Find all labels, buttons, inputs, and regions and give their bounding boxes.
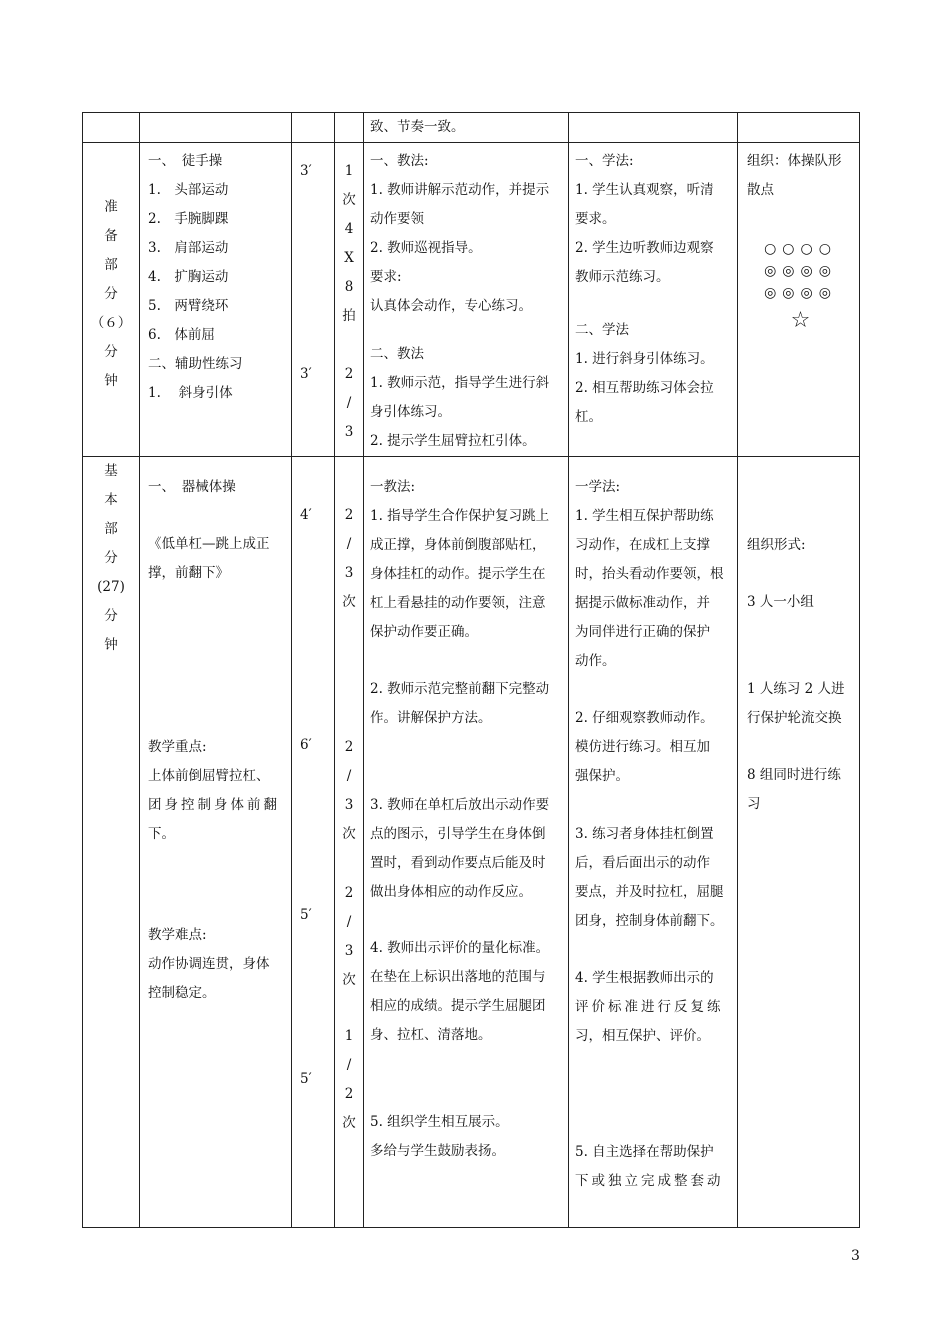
formation-diagram (747, 239, 854, 333)
prep-student-method: 一、学法: 1. 学生认真观察，听清 要求。 2. 学生边听教师边观察 教师示范练习。 二、学法 1. 进行斜身引体练习。 2. 相互帮助练习体会拉 杠。 (569, 143, 738, 457)
formation-row: ○○○○ (764, 241, 837, 257)
prep-time: 3′ 3′ (292, 143, 335, 457)
basic-reps: 2 / 3 次 2 / 3 次 2 / 3 次 1 / 2 次 (335, 457, 364, 1228)
basic-student-method: 一学法: 1. 学生相互保护帮助练 习动作，在成杠上支撑 时，抬头看动作要领，根 据提示做标准动作，并 为同伴进行正确的保护 动作。 2. 仔细观察教师动作。 模仿进行练习。相互加 强保护。 3. 练习者身体挂杠倒置 后，看后面出示的动作 要点，并及时拉杠，屈腿 团身，控制身体前翻下。 4. 学生根据教师出示的 评价标准进行反复练 习，相互保护、评价。 5. 自主选择在帮助保护 下或独立完成整套动 (569, 457, 738, 1228)
basic-teacher-method: 一教法: 1. 指导学生合作保护复习跳上 成正撑，身体前倒腹部贴杠， 身体挂杠的动作。提示学生在 杠上看悬挂的动作要领，注意 保护动作要正确。 2. 教师示范完整前翻下完整动 作。讲解保护方法。 3. 教师在单杠后放出示动作要 点的图示，引导学生在身体倒 置时，看到动作要点后能及时 做出身体相应的动作反应。 4. 教师出示评价的量化标准。 在垫在上标识出落地的范围与 相应的成绩。提示学生屈腿团 身、拉杠、清落地。 5. 组织学生相互展示。 多给与学生鼓励表扬。 (364, 457, 569, 1228)
basic-section-label: 基 本 部 分 (27) 分 钟 (83, 457, 140, 1228)
basic-organization: 组织形式: 3 人一小组 1 人练习 2 人进 行保护轮流交换 8 组同时进行练 习 (738, 457, 860, 1228)
prep-organization: 组织：体操队形 散点 ○○○○ ◎◎◎◎ ◎◎◎◎ ☆ (738, 143, 860, 457)
lesson-plan-table (82, 112, 860, 1228)
continuation-text: 致、节奏一致。 (370, 119, 465, 135)
page-number: 3 (851, 1248, 860, 1264)
continuation-row (83, 113, 860, 143)
teacher-star-icon: ☆ (790, 308, 811, 333)
formation-row: ◎◎◎◎ (764, 263, 837, 279)
prep-teacher-method: 一、教法: 1. 教师讲解示范动作，并提示 动作要领 2. 教师巡视指导。 要求: 认真体会动作，专心练习。 二、教法 1. 教师示范，指导学生进行斜 身引体练习。 2. 提示学生屈臂拉杠引体。 (364, 143, 569, 457)
prep-reps: 1 次 4 X 8 拍 2 / 3 (335, 143, 364, 457)
prep-section-label: 准 备 部 分 （６） 分 钟 (83, 143, 140, 457)
prep-section-row (83, 143, 860, 457)
basic-time: 4′ 6′ 5′ 5′ (292, 457, 335, 1228)
basic-section-row (83, 457, 860, 1228)
basic-content: 一、 器械体操 《低单杠—跳上成正 撑，前翻下》 教学重点: 上体前倒屈臂拉杠、 团身控制身体前翻 下。 教学难点: 动作协调连贯，身体 控制稳定。 (140, 457, 292, 1228)
prep-content: 一、 徒手操 1. 头部运动 2. 手腕脚踝 3. 肩部运动 4. 扩胸运动 5. 两臂绕环 6. 体前屈 二、辅助性练习 1. 斜身引体 (140, 143, 292, 457)
formation-row: ◎◎◎◎ (764, 285, 837, 301)
